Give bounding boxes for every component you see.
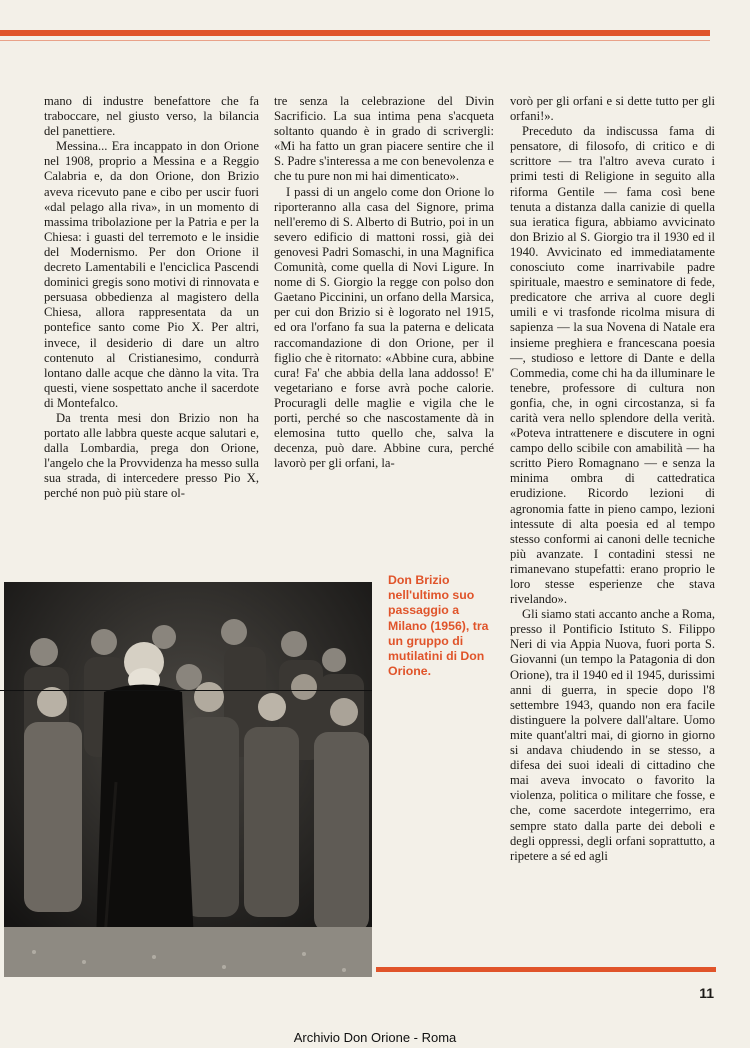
- paragraph: vorò per gli orfani e si dette tutto per gli orfani!».: [510, 94, 715, 124]
- paragraph: Preceduto da indiscussa fama di pensatore, di filosofo, di critico e di scrittore — tra l'altro aveva curato i primi testi di Religione in seguito alla riforma Gentile — fama così bene tenuta a distanza dalla canizie di quella sua ieratica figura, abbiamo avvicinato don Brizio al S. Giorgio tra il 1930 ed il 1940. Avvicinato ed immediatamente conosciuto come inarrivabile padre spirituale, maestro e seminatore di fede, predicatore che arriva al cuore degli umili e vi trasfonde ricolma misura di sapienza — la sua Novena di Natale era insieme preghiera e francescana poesia —, studioso e lettore di Dante e della Commedia, come chi ha da illuminare le tenebre, professore di cultura non gonfia, che, in ogni circostanza, si fa carità vera nello splendore della verità. «Poteva intrattenere e discutere in ogni campo dello scibile con amabilità — ha scritto Piero Romagnano — e senza la minima ombra di cattedratica erudizione. Ricordo lezioni di agronomia fatte in pieno campo, lezioni intessute di alta poesia ed al tempo stesso conformi ai canoni delle tecniche più avanzate. I contadini stessi ne rimanevano stupefatti: erano proprio le loro stesse esperienze che stava rivelando».: [510, 124, 715, 607]
- top-accent-rule: [0, 30, 710, 36]
- archive-footer: Archivio Don Orione - Roma: [293, 1030, 457, 1045]
- paragraph: Gli siamo stati accanto anche a Roma, presso il Pontificio Istituto S. Filippo Neri di via Appia Nuova, fuori porta S. Giovanni (un tempo la Patagonia di don Orione), tra il 1940 ed il 1945, durissimi anni di guerra, in specie dopo l'8 settembre 1943, quando non era facile distinguere la polvere dall'altare. Uomo mite quant'altri mai, di giorno in giorno si andava chiudendo in se stesso, a difesa dei suoi ideali di cittadino che mai aveva invocato o favorito la violenza, politica o militare che fosse, e che, come sacerdote integerrimo, era sempre stato dalla parte dei deboli e degli oppressi, degli orfani soprattutto, a ripetere a sé ed agli: [510, 607, 715, 863]
- paragraph: Da trenta mesi don Brizio non ha portato alle labbra queste acque salutari e, dalla Lombardia, prega don Orione, l'angelo che la Provvidenza ha messo sulla sua strada, di intercedere presso Pio X, perché non può più stare ol-: [44, 410, 259, 501]
- paragraph: tre senza la celebrazione del Divin Sacrificio. La sua intima pena s'acqueta soltanto quando è in grado di scrivergli: «Mi ha fatto un gran piacere sentire che il S. Padre s'interessa a me con benevolenza e che tu pure non mi hai dimenticato».: [274, 94, 494, 184]
- paragraph: Messina... Era incappato in don Orione nel 1908, proprio a Messina e a Reggio Calabria e, da don Orione, don Brizio aveva ricevuto pane e cibo per uscir fuori «dal pelago alla riva», in un momento di massima tribolazione per la Patria e per la Chiesa: i guasti del terremoto e le insidie del Modernismo. Per don Orione il decreto Lamentabili e l'enciclica Pascendi dominici gregis sono motivi di rinnovata e persuasa obbedienza al magistero della Chiesa, allora rappresentata da un pontefice santo come Pio X. Per altri, invece, il desiderio di dare un altro contenuto al Cristianesimo, condurrà lontano dalle acque che dànno la vita. Tra questi, viene sospettato anche il sacerdote di Montefalco.: [44, 139, 259, 410]
- paragraph: mano di industre benefattore che fa traboccare, nel giusto verso, la bilancia del panettiere.: [44, 94, 259, 139]
- text-column-3: [510, 94, 715, 864]
- bottom-accent-rule: [376, 967, 716, 972]
- group-photo: [4, 582, 372, 977]
- text-column-1: [44, 94, 259, 502]
- caption-pointer-rule: [0, 690, 372, 691]
- photo-caption: Don Brizio nell'ultimo suo passaggio a Milano (1956), tra un gruppo di mutilatini di Don Orione.: [388, 573, 489, 679]
- page-number: 11: [699, 985, 714, 1001]
- paragraph: I passi di un angelo come don Orione lo riporteranno alla casa del Signore, prima nell'eremo di S. Alberto di Butrio, poi in un severo edificio di mattoni rossi, già dei genovesi Padri Somaschi, in una Magnifica Comunità, come quella di Novi Ligure. In nome di S. Giorgio la regge con polso don Gaetano Piccinini, un orfano della Marsica, per cui don Brizio si è logorato nel 1915, ed ora l'orfano fa sua la paterna e delicata raccomandazione di don Orione, per il figlio che è ritornato: «Abbine cura, abbine cura! Fa' che abbia della lana addosso! E' vegetariano e forse avrà poche calorie. Procuragli delle maglie e vigila che le porti, perché so che nascostamente dà in elemosina tutto quello che, salva la decenza, può dare. Abbine cura, perché lavorò per gli orfani, la-: [274, 184, 494, 471]
- text-column-2: [274, 94, 494, 471]
- top-thin-rule: [0, 40, 710, 41]
